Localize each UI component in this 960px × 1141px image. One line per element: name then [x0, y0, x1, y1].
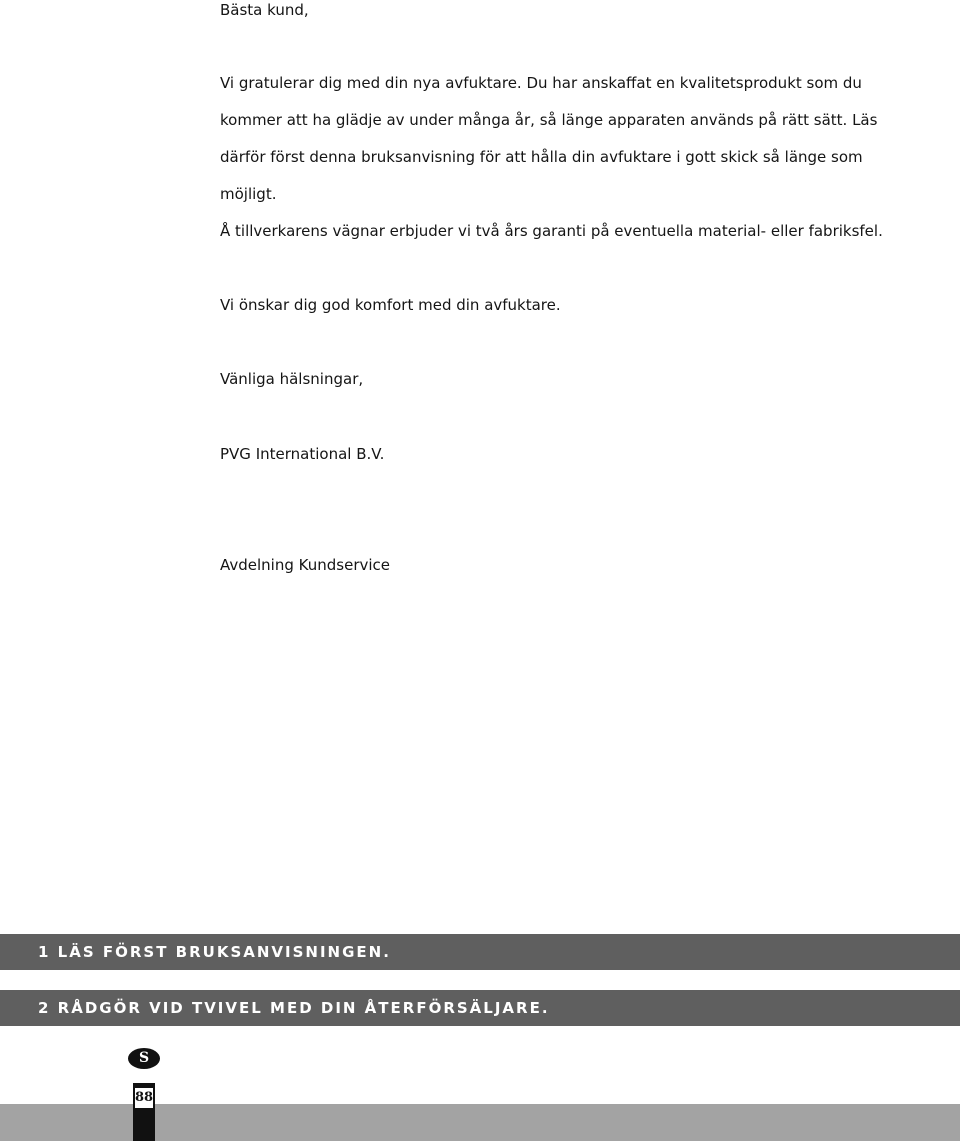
paragraph-line: därför först denna bruksanvisning för att hålla din avfuktare i gott skick så länge som [220, 148, 863, 166]
closing-text: Vänliga hälsningar, [220, 370, 364, 388]
department-name: Avdelning Kundservice [220, 556, 391, 574]
warranty-text: Å tillverkarens vägnar erbjuder vi två års garanti på eventuella material- eller fabriksfel. [220, 222, 883, 240]
company-name: PVG International B.V. [220, 445, 385, 463]
notice-bar-label: 2 RÅDGÖR VID TVIVEL MED DIN ÅTERFÖRSÄLJARE. [38, 999, 550, 1017]
notice-bar-read-manual [0, 934, 960, 970]
language-badge: S [128, 1048, 160, 1069]
paragraph-line: kommer att ha glädje av under många år, så länge apparaten används på rätt sätt. Läs [220, 111, 878, 129]
paragraph-line: möjligt. [220, 185, 277, 203]
notice-bar-consult-dealer [0, 990, 960, 1026]
greeting: Bästa kund, [220, 1, 309, 19]
paragraph-line: Vi gratulerar dig med din nya avfuktare. Du har anskaffat en kvalitetsprodukt som du [220, 74, 862, 92]
notice-bar-label: 1 LÄS FÖRST BRUKSANVISNINGEN. [38, 943, 391, 961]
page-number: 88 [135, 1088, 153, 1108]
wish-text: Vi önskar dig god komfort med din avfuktare. [220, 296, 561, 314]
